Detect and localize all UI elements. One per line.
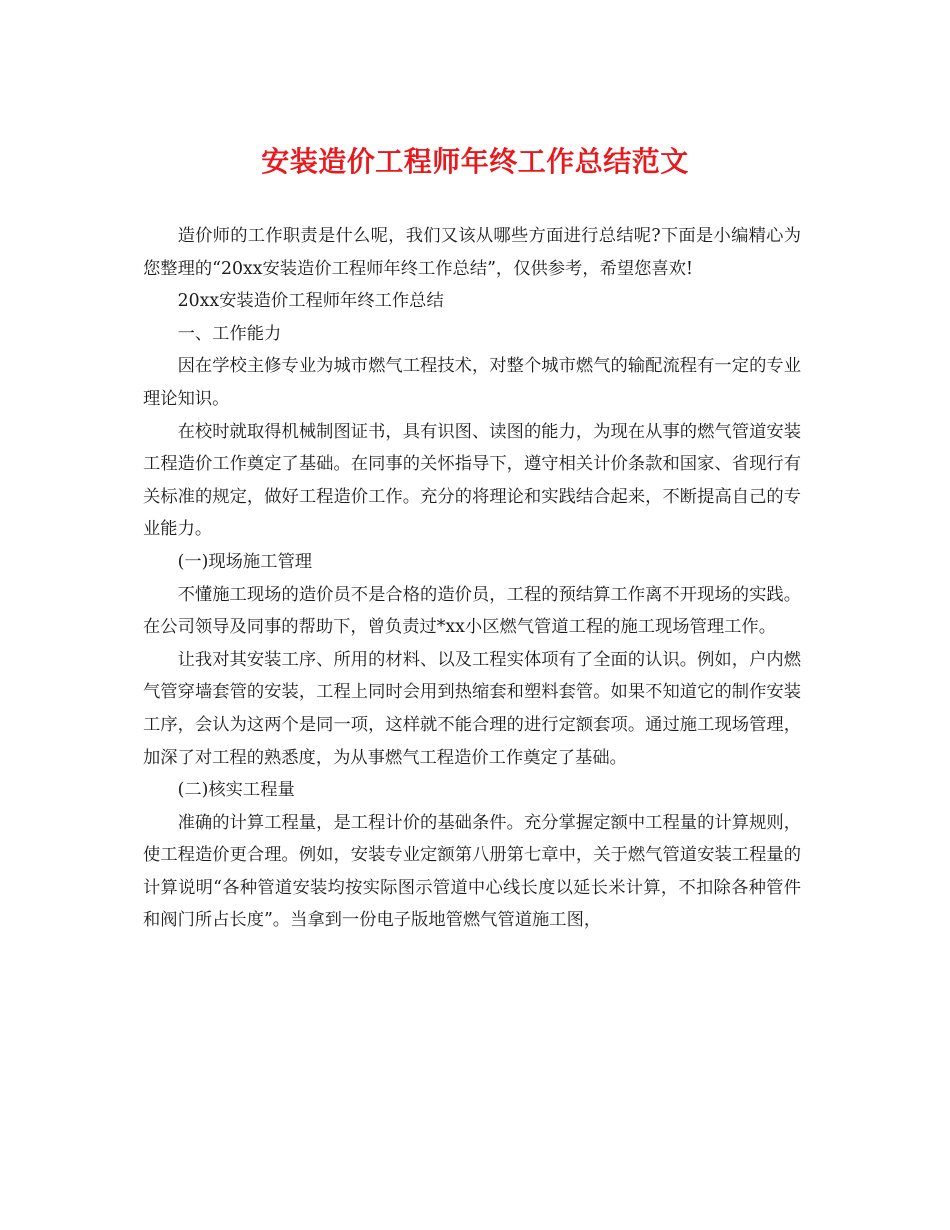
paragraph-intro: 造价师的工作职责是什么呢，我们又该从哪些方面进行总结呢?下面是小编精心为您整理的“20xx安装造价工程师年终工作总结”，仅供参考，希望您喜欢!: [143, 226, 801, 279]
document-body: [143, 220, 801, 937]
document-title: 安装造价工程师年终工作总结范文: [261, 145, 689, 178]
paragraph-major: 因在学校主修专业为城市燃气工程技术，对整个城市燃气的输配流程有一定的专业理论知识。: [143, 356, 801, 409]
paragraph-quantity-calc: 准确的计算工程量，是工程计价的基础条件。充分掌握定额中工程量的计算规则，使工程造价更合理。例如，安装专业定额第八册第七章中，关于燃气管道安装工程量的计算说明“各种管道安装均按实际图示管道中心线长度以延长米计算，不扣除各种管件和阀门所占长度”。当拿到一份电子版地管燃气管道施工图，: [143, 812, 801, 931]
section-heading-site-management: (一)现场施工管理: [177, 551, 313, 572]
paragraph-certificate: 在校时就取得机械制图证书，具有识图、读图的能力，为现在从事的燃气管道安装工程造价工作奠定了基础。在同事的关怀指导下，遵守相关计价条款和国家、省现行有关标准的规定，做好工程造价工作。充分的将理论和实践结合起来，不断提高自己的专业能力。: [143, 421, 801, 540]
section-heading-work-ability: 一、工作能力: [177, 323, 282, 344]
paragraph-site-practice: 不懂施工现场的造价员不是合格的造价员，工程的预结算工作离不开现场的实践。在公司领导及同事的帮助下，曾负责过*xx小区燃气管道工程的施工现场管理工作。: [143, 584, 801, 638]
paragraph-subtitle: 20xx安装造价工程师年终工作总结: [177, 291, 444, 312]
paragraph-site-example: 让我对其安装工序、所用的材料、以及工程实体项有了全面的认识。例如，户内燃气管穿墙套管的安装，工程上同时会用到热缩套和塑料套管。如果不知道它的制作安装工序，会认为这两个是同一项，这样就不能合理的进行定额套项。通过施工现场管理，加深了对工程的熟悉度，为从事燃气工程造价工作奠定了基础。: [143, 649, 801, 768]
section-heading-quantity-check: (二)核实工程量: [177, 780, 295, 801]
